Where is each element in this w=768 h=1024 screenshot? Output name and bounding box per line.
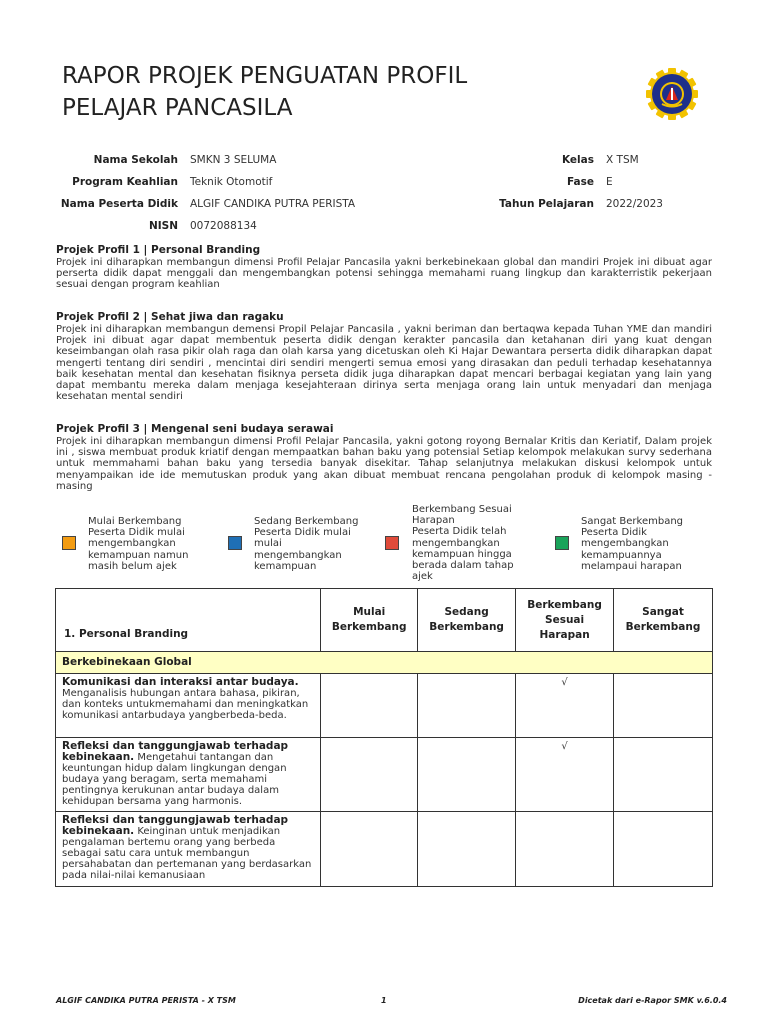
school-value: SMKN 3 SELUMA	[190, 154, 277, 166]
project-1	[56, 244, 712, 291]
criteria-title: Komunikasi dan interaksi antar budaya.	[62, 676, 299, 688]
class-value: X TSM	[606, 154, 639, 166]
project-2	[56, 311, 712, 402]
school-label: Nama Sekolah	[93, 154, 178, 166]
column-header-sedang: Sedang Berkembang	[418, 589, 516, 652]
info-row-class	[470, 149, 663, 171]
info-row-nisn	[30, 215, 355, 237]
legend-swatch-sedang	[228, 536, 242, 550]
criteria-description: Keinginan untuk menjadikan pengalaman bertemu orang yang berbeda sebagai satu cara untuk membangun persahabatan dan pertemanan yang berdasarkan pada nilai-nilai kemanusiaan	[62, 826, 312, 881]
footer-printed: Dicetak dari e-Rapor SMK v.6.0.4	[578, 996, 727, 1005]
program-value: Teknik Otomotif	[190, 176, 273, 188]
school-logo-icon	[640, 68, 704, 120]
student-info-right	[470, 149, 663, 215]
group-title: Berkebinekaan Global	[56, 652, 713, 674]
check-cell-mulai	[321, 812, 418, 887]
check-cell-sangat	[614, 738, 713, 812]
nisn-label: NISN	[148, 220, 178, 232]
legend-description: Peserta Didik mulai mengembangkan kemampuan namun masih belum ajek	[88, 527, 189, 572]
program-label: Program Keahlian	[72, 176, 178, 188]
school-year-label: Tahun Pelajaran	[499, 198, 594, 210]
project-3-title: Projek Profil 3 | Mengenal seni budaya serawai	[56, 423, 334, 435]
criteria-title: Refleksi dan tanggungjawab terhadap kebinekaan.	[62, 740, 289, 763]
legend-description: Peserta Didik mulai mulai mengembangkan kemampuan	[254, 527, 351, 572]
legend-description: Peserta Didik telah mengembangkan kemampuan hingga berada dalam tahap ajek	[412, 526, 514, 583]
check-cell-mulai	[321, 674, 418, 738]
legend-item-sedang	[254, 516, 369, 572]
check-cell-mulai	[321, 738, 418, 812]
legend-swatch-mulai	[62, 536, 76, 550]
check-cell-harapan	[516, 812, 614, 887]
info-row-student-name	[30, 193, 355, 215]
info-row-school-year	[470, 193, 663, 215]
criteria-cell	[56, 674, 321, 738]
project-1-description: Projek ini diharapkan membangun dimensi Profil Pelajar Pancasila yakni berkebinekaan global dan mandiri Projek ini dibuat agar perserta didik dapat menggali dan mengembangkan potensi sehingga memahami ruang lingkup dan karakterristik pekerjaan sesuai dengan program keahlian	[56, 257, 712, 291]
info-row-school	[30, 149, 355, 171]
legend-name: Sangat Berkembang	[581, 516, 684, 527]
legend-name: Berkembang Sesuai Harapan	[412, 504, 512, 527]
table-row	[56, 674, 713, 738]
phase-label: Fase	[566, 176, 594, 188]
info-row-program	[30, 171, 355, 193]
legend-item-mulai	[88, 516, 198, 572]
criteria-description: Mengetahui tantangan dan keuntungan hidup dalam lingkungan dengan budaya yang beragam, serta memahami pentingnya kerukunan antar budaya dalam kehidupan bersama yang harmonis.	[62, 752, 287, 807]
project-1-title: Projek Profil 1 | Personal Branding	[56, 244, 261, 256]
check-cell-sedang	[418, 812, 516, 887]
check-cell-sedang	[418, 674, 516, 738]
criteria-title: Refleksi dan tanggungjawab terhadap kebinekaan.	[62, 814, 289, 837]
legend-item-sangat	[581, 516, 696, 572]
group-row	[56, 652, 713, 674]
table-header-row	[56, 589, 713, 652]
check-cell-sedang	[418, 738, 516, 812]
phase-value: E	[606, 176, 613, 188]
class-label: Kelas	[561, 154, 594, 166]
table-row	[56, 738, 713, 812]
check-cell-harapan: √	[516, 674, 614, 738]
column-header-harapan: Berkembang Sesuai Harapan	[516, 589, 614, 652]
criteria-description: Menganalisis hubungan antara bahasa, pikiran, dan konteks untukmemahami dan meningkatkan komunikasi antarbudaya yangberbeda-beda.	[62, 688, 309, 721]
check-cell-harapan: √	[516, 738, 614, 812]
legend-swatch-harapan	[385, 536, 399, 550]
column-header-mulai: Mulai Berkembang	[321, 589, 418, 652]
footer-student: ALGIF CANDIKA PUTRA PERISTA - X TSM	[56, 996, 236, 1005]
school-year-value: 2022/2023	[606, 198, 663, 210]
student-name-label: Nama Peserta Didik	[60, 198, 178, 210]
project-2-description: Projek ini diharapkan membangun demensi Propil Pelajar Pancasila , yakni beriman dan bertaqwa kepada Tuhan YME dan mandiri Projek ini dibuat agar dapat membentuk peserta didik dengan kerakter pancasila dan ketahanan diri yang kuat dengan keseimbangan olah rasa pikir olah raga dan olah karsa yang dicetuskan oleh Ki Hajar Dewantara perserta didik diharapkan dapat mengerti tentang diri sendiri , mencintai diri sendiri mengerti semua emosi yang dirasakan dan peduli terhadap kesehatannya baik kesehatan mental dan kesehatan fisiknya perseta didik juga diharapkan dapat mencari berbagai kegiatan yang lain yang dapat membantu mereka dalam menjaga kesejahteraan dirinya serta menjaga orang lain untuk menyadari dan menjaga kesehatan mental sendiri	[56, 324, 712, 403]
legend-swatch-sangat	[555, 536, 569, 550]
criteria-cell	[56, 738, 321, 812]
info-row-phase	[470, 171, 663, 193]
legend-description: Peserta Didik mengembangkan kemampuannya melampaui harapan	[581, 527, 682, 572]
footer-page-number: 1	[381, 996, 387, 1005]
legend-name: Sedang Berkembang	[254, 516, 359, 527]
title-line-1: RAPOR PROJEK PENGUATAN PROFIL	[62, 63, 468, 89]
criteria-cell	[56, 812, 321, 887]
assessment-table	[55, 588, 713, 887]
project-heading: 1. Personal Branding	[56, 589, 321, 652]
nisn-value: 0072088134	[190, 220, 257, 232]
table-row	[56, 812, 713, 887]
project-3	[56, 423, 712, 492]
student-name-value: ALGIF CANDIKA PUTRA PERISTA	[190, 198, 356, 210]
title-line-2: PELAJAR PANCASILA	[62, 95, 293, 121]
project-2-title: Projek Profil 2 | Sehat jiwa dan ragaku	[56, 311, 284, 323]
project-3-description: Projek ini diharapkan membangun dimensi Profil Pelajar Pancasila, yakni gotong royong Bernalar Kritis dan Keriatif, Dalam projek ini , siswa membuat produk kriatif dengan mempaatkan bahan baku yang potensial Setiap kelompok melakukan survy sederhana untuk memmahami bahan baku yang tersedia banyak disekitar. Tahap selanjutnya melakukan diskusi kelompok untuk menyampaikan ide ide memutuskan produk yang akan dibuat membuat rencana pengolahan produk di kelompok masing - masing	[56, 436, 712, 492]
legend-name: Mulai Berkembang	[88, 516, 182, 527]
check-cell-sangat	[614, 674, 713, 738]
student-info-left	[30, 149, 355, 237]
legend-item-harapan	[412, 504, 522, 582]
column-header-sangat: Sangat Berkembang	[614, 589, 713, 652]
page-title	[62, 60, 467, 124]
check-cell-sangat	[614, 812, 713, 887]
